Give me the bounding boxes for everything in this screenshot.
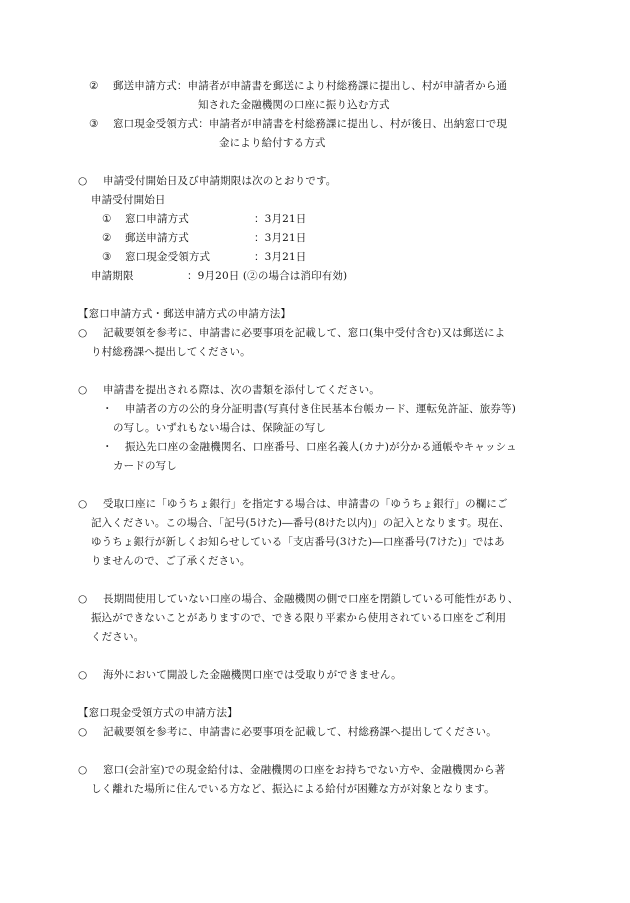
section-2-p1-bullet: ○ [78,726,88,738]
section-1-p3-line3: ゆうちょ銀行が新しくお知らせしている「支店番号(3けた)―口座番号(7けた)」ではあ [91,536,505,548]
document-1-bullet: ・ [102,403,113,415]
schedule-row-3-date: ：3月21日 [254,251,307,263]
section-2-p2-line2: しく離れた場所に住んでいる方など、振込による給付が困難な方が対象となります。 [91,783,495,795]
document-2-line2: カードの写し [113,460,177,472]
schedule-row-3-number: ③ [102,251,112,263]
document-2-bullet: ・ [102,441,113,453]
method-3-text-line2: 金により給付する方式 [219,137,326,149]
section-2-p2-line1: 窓口(会計室)での現金給付は、金融機関の口座をお持ちでない方や、金融機関から著 [103,764,506,776]
schedule-start-label: 申請受付開始日 [91,194,166,206]
section-1-p3-line1: 受取口座に「ゆうちょ銀行」を指定する場合は、申請書の「ゆうちょ銀行」の欄にご [103,498,508,510]
section-1-p2-line1: 申請書を提出される際は、次の書類を添付してください。 [103,384,380,396]
section-2-p2-bullet: ○ [78,764,88,776]
method-2-number: ② [89,80,99,92]
document-1-line1: 申請者の方の公的身分証明書(写真付き住民基本台帳カード、運転免許証、旅券等) [125,403,516,415]
section-1-p4-line3: ください。 [91,631,145,643]
section-1-heading: 【窓口申請方式・郵送申請方式の申請方法】 [78,308,291,320]
method-2-text-line2: 知された金融機関の口座に振り込む方式 [198,99,390,111]
schedule-deadline-label: 申請期限 [91,270,134,282]
section-1-p1-bullet: ○ [78,327,88,339]
section-1-p5-line1: 海外において開設した金融機関口座では受取りができません。 [103,669,402,681]
schedule-intro: 申請受付開始日及び申請期限は次のとおりです。 [103,175,337,187]
section-2-heading: 【窓口現金受領方式の申請方法】 [78,707,238,719]
method-2-text-line1: 郵送申請方式：申請者が申請書を郵送により村総務課に提出し、村が申請者から通 [113,80,508,92]
method-3-number: ③ [89,118,99,130]
section-2-p1-line1: 記載要領を参考に、申請書に必要事項を記載して、村総務課へ提出してください。 [103,726,497,738]
schedule-bullet: ○ [78,175,88,187]
section-1-p5-bullet: ○ [78,669,88,681]
section-1-p4-line1: 長期間使用していない口座の場合、金融機関の側で口座を閉鎖している可能性があり、 [103,593,519,605]
document-2-line1: 振込先口座の金融機関名、口座番号、口座名義人(カナ)が分かる通帳やキャッシュ [125,441,517,453]
section-1-p3-bullet: ○ [78,498,88,510]
section-1-p4-bullet: ○ [78,593,88,605]
section-1-p1-line2: り村総務課へ提出してください。 [91,346,251,358]
schedule-deadline-value: ：9月20日 (②の場合は消印有効) [187,270,348,282]
method-3-text-line1: 窓口現金受領方式：申請者が申請書を村総務課に提出し、村が後日、出納窓口で現 [113,118,508,130]
section-1-p3-line4: りませんので、ご了承ください。 [91,555,251,567]
schedule-row-2-date: ：3月21日 [254,232,307,244]
schedule-row-2-number: ② [102,232,112,244]
schedule-row-1-number: ① [102,213,112,225]
section-1-p1-line1: 記載要領を参考に、申請書に必要事項を記載して、窓口(集中受付含む)又は郵送によ [103,327,506,339]
schedule-row-1-date: ：3月21日 [254,213,307,225]
schedule-row-2-label: 郵送申請方式 [125,232,189,244]
section-1-p2-bullet: ○ [78,384,88,396]
schedule-row-1-label: 窓口申請方式 [125,213,189,225]
schedule-row-3-label: 窓口現金受領方式 [125,251,211,263]
document-1-line2: の写し。いずれもない場合は、保険証の写し [113,422,326,434]
section-1-p4-line2: 振込ができないことがありますので、できる限り平素から使用されている口座をご利用 [91,612,507,624]
section-1-p3-line2: 記入ください。この場合、「記号(5けた)―番号(8けた以内)」の記入となります。現在、 [91,517,510,529]
